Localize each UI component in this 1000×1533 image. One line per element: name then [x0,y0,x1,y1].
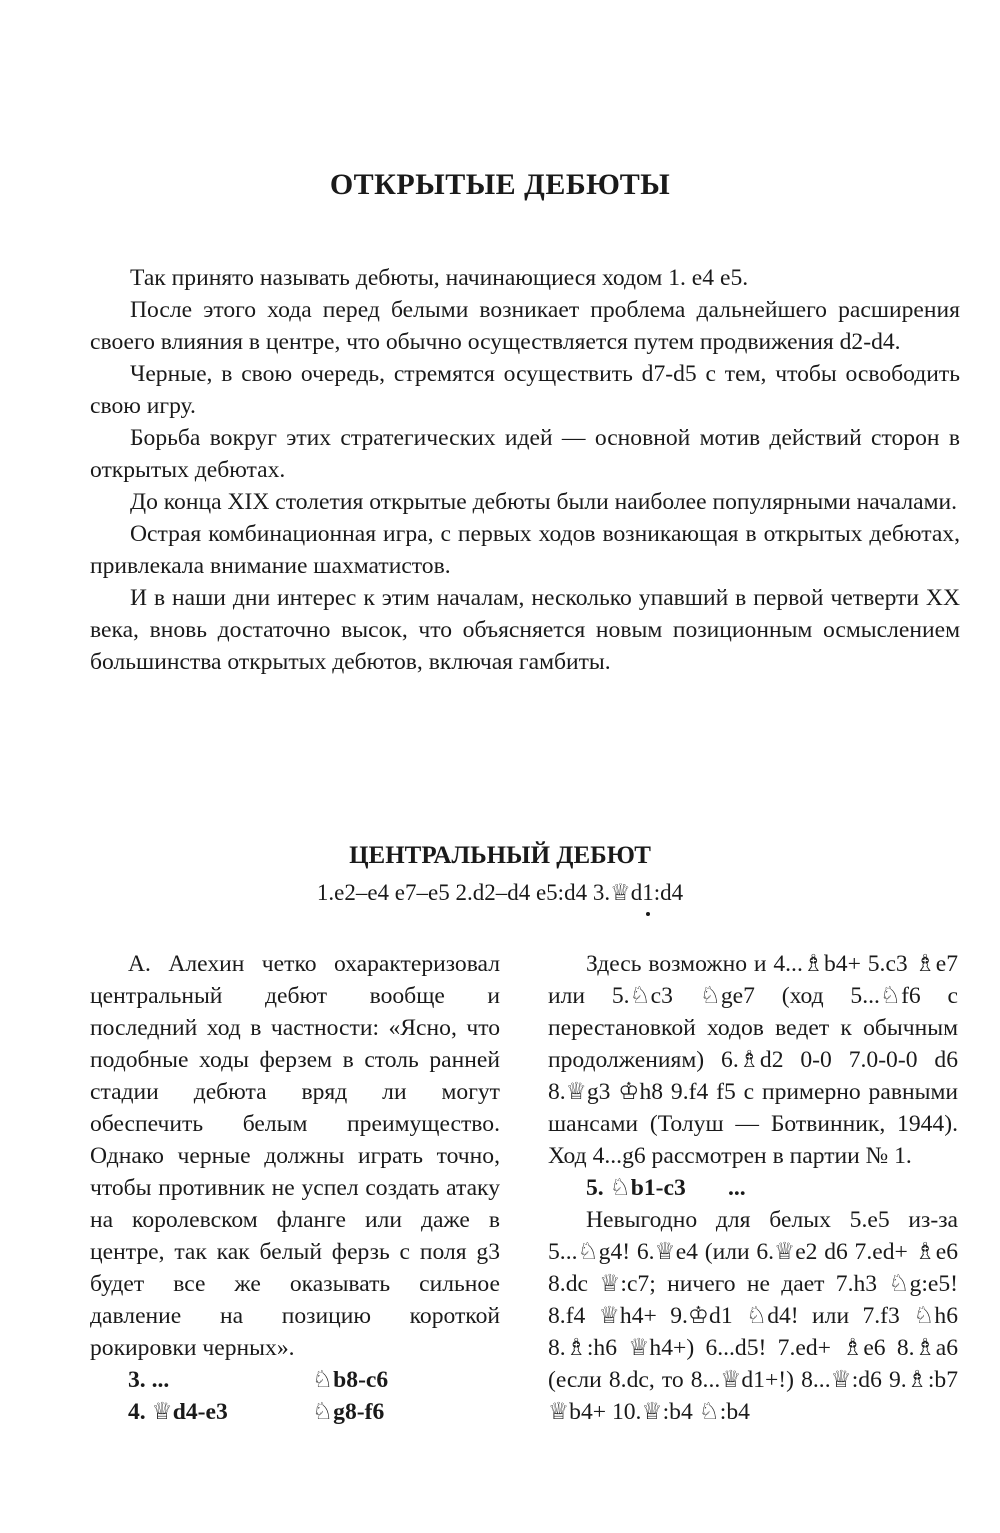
black-move: ♘g8-f6 [312,1399,385,1425]
intro-paragraph: До конца XIX столетия открытые дебюты были наиболее популярными началами. [130,489,958,515]
intro-paragraph: И в наши дни интерес к этим началам, несколько упавший в первой четверти XX века, вновь достаточно высок, что объясняется новым позиционным осмыслением большинства открытых дебютов, включая гамбиты. [90,585,960,675]
intro-paragraph: Черные, в свою очередь, стремятся осуществить d7-d5 с тем, чтобы освободить свою игру. [90,361,960,419]
right-column [548,948,958,1428]
alekhine-commentary: А. Алехин четко охарактеризовал центральный дебют вообще и последний ход в частности: «Ясно, что подобные ходы ферзем в столь ранней стадии дебюта вряд ли могут обеспечить белым преимущество. Однако черные должны играть точно, чтобы противник не успел создать атаку на королевском фланге или даже в центре, так как белый ферзь с поля g3 будет все же оказывать сильное давление на позицию короткой рокировки черных». [90,951,500,1361]
left-column [90,948,500,1428]
intro-paragraph: Так принято называть дебюты, начинающиеся ходом 1. е4 е5. [130,265,749,291]
opening-moves: 1.е2–е4 е7–е5 2.d2–d4 е5:d4 3.♕d1:d4 [316,880,684,905]
decorative-dot [646,912,650,916]
intro-text [90,262,960,678]
variation-commentary: Невыгодно для белых 5.e5 из-за 5...♘g4! 6.♕e4 (или 6.♕e2 d6 7.ed+ ♗e6 8.dc ♕:c7; ничего не дает 7.h3 ♘g:e5! 8.f4 ♕h4+ 9.♔d1 ♘d4! или 7.f3 ♘h6 8.♗:h6 ♕h4+) 6...d5! 7.ed+ ♗e6 8.♗a6 (если 8.dc, то 8...♕d1+!) 8...♕:d6 9.♗:b7 ♕b4+ 10.♕:b4 ♘:b4 [548,1207,958,1425]
black-move: ... [728,1175,746,1201]
opening-title: ЦЕНТРАЛЬНЫЙ ДЕБЮТ [349,842,651,869]
move-row-3 [90,1364,500,1396]
knight-icon: ♘ [312,1399,334,1425]
intro-paragraph: Острая комбинационная игра, с первых ходов возникающая в открытых дебютах, привлекала внимание шахматистов. [90,521,960,579]
black-move: ♘b8-c6 [312,1367,389,1393]
variation-commentary: Здесь возможно и 4...♗b4+ 5.c3 ♗e7 или 5.♘c3 ♘ge7 (ход 5...♘f6 с перестановкой ходов ведет к обычным продолжениям) 6.♗d2 0-0 7.0-0-0 d6 8.♕g3 ♔h8 9.f4 f5 с примерно равными шансами (Толуш — Ботвинник, 1944). Ход 4...g6 рассмотрен в партии № 1. [548,951,958,1169]
queen-icon: ♕ [151,1399,173,1425]
white-move: 3. ... [128,1367,170,1393]
white-move: 5. ♘b1-c3 [586,1175,686,1201]
section-title: ОТКРЫТЫЕ ДЕБЮТЫ [329,168,671,201]
white-move: 4. ♕d4-e3 [128,1399,228,1425]
move-row-5 [548,1172,958,1204]
move-row-4 [90,1396,500,1428]
intro-paragraph: После этого хода перед белыми возникает проблема дальнейшего расширения своего влияния в центре, что обычно осуществляется путем продвижения d2-d4. [90,297,960,355]
knight-icon: ♘ [312,1367,334,1393]
intro-paragraph: Борьба вокруг этих стратегических идей — основной мотив действий сторон в открытых дебютах. [90,425,960,483]
knight-icon: ♘ [609,1175,631,1201]
